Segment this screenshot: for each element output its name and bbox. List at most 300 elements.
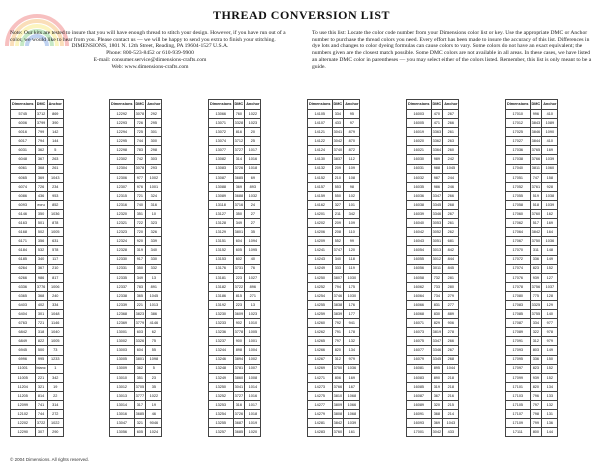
anchor-code-cell: 27 — [245, 210, 261, 219]
dimensions-code-cell: 13248 — [209, 364, 234, 373]
table-row — [110, 300, 162, 309]
dmc-code-cell: 3328 — [233, 119, 245, 128]
dimensions-code-cell: 12099 — [11, 401, 36, 410]
anchor-code-cell: 342 — [344, 210, 360, 219]
dmc-code-cell: 939 — [530, 373, 542, 382]
dmc-code-cell: 794 — [332, 282, 344, 291]
dimensions-code-cell: 14260 — [308, 319, 333, 328]
dmc-code-cell: 502 — [35, 228, 47, 237]
table-row — [506, 191, 558, 200]
anchor-code-cell: 102 — [344, 191, 360, 200]
dmc-code-cell: 223 — [233, 300, 245, 309]
anchor-code-cell: 148 — [542, 246, 558, 255]
dmc-code-cell: 3042 — [431, 428, 443, 437]
dimensions-code-cell: 6031 — [11, 146, 36, 155]
anchor-code-cell: 303 — [146, 155, 162, 164]
dimensions-code-cell: 16054 — [407, 246, 432, 255]
anchor-code-cell: 1020 — [245, 428, 261, 437]
dmc-code-cell: 920 — [134, 237, 146, 246]
table-row — [308, 128, 360, 137]
dimensions-code-cell: 16068 — [407, 310, 432, 319]
copyright-notice: © 2004 Dimensions. All rights reserved. — [10, 457, 89, 462]
anchor-code-cell: 332 — [146, 264, 162, 273]
dimensions-code-cell: 16003 — [407, 110, 432, 119]
anchor-code-cell: 150 — [542, 355, 558, 364]
table-row — [209, 391, 261, 400]
table-row — [110, 155, 162, 164]
table-row — [110, 110, 162, 119]
table-row — [209, 210, 261, 219]
table-row — [110, 282, 162, 291]
table-row — [209, 364, 261, 373]
table-row — [11, 173, 64, 182]
anchor-code-cell: 1032 — [245, 191, 261, 200]
dmc-code-cell: 501 — [35, 219, 47, 228]
table-row — [308, 300, 360, 309]
anchor-code-cell: 1022 — [146, 391, 162, 400]
dimensions-code-cell: 17087 — [506, 319, 531, 328]
table-row — [506, 110, 558, 119]
table-row — [407, 382, 459, 391]
dmc-code-cell: 3760 — [332, 428, 344, 437]
column-header: DMC — [134, 100, 146, 110]
anchor-code-cell: 1045 — [443, 164, 459, 173]
anchor-code-cell: 1023 — [245, 119, 261, 128]
company-address: DIMENSIONS, 1801 N. 12th Street, Reading, PA 19604-1527 U.S.A. — [71, 43, 229, 50]
anchor-code-cell: 20 — [245, 128, 261, 137]
table-row — [209, 119, 261, 128]
dimensions-code-cell: 16079 — [407, 355, 432, 364]
anchor-code-cell: 242 — [443, 155, 459, 164]
dimensions-code-cell: 6266 — [11, 273, 36, 282]
table-header-row — [209, 100, 261, 110]
anchor-code-cell: 1027 — [245, 273, 261, 282]
table-row — [11, 410, 64, 419]
dimensions-code-cell: 14202 — [308, 219, 333, 228]
dmc-code-cell: 365 — [134, 291, 146, 300]
table-row — [110, 382, 162, 391]
dmc-code-cell: 3766 — [530, 155, 542, 164]
dimensions-code-cell: 12338 — [110, 291, 135, 300]
anchor-code-cell: 234 — [47, 182, 63, 191]
table-row — [11, 146, 64, 155]
dimensions-code-cell: 13013 — [110, 391, 135, 400]
anchor-code-cell: 1095 — [245, 246, 261, 255]
dimensions-code-cell: 14273 — [308, 382, 333, 391]
table-row — [209, 273, 261, 282]
anchor-code-cell: 326 — [146, 228, 162, 237]
anchor-code-cell: 76 — [245, 264, 261, 273]
dimensions-code-cell: 6006 — [11, 119, 36, 128]
dimensions-code-cell: 14262 — [308, 328, 333, 337]
dimensions-code-cell: 14132 — [308, 164, 333, 173]
table-row — [407, 282, 459, 291]
dimensions-code-cell: 13014 — [110, 401, 135, 410]
dmc-code-cell: 356 — [35, 237, 47, 246]
anchor-code-cell: 1044 — [443, 364, 459, 373]
table-row — [308, 328, 360, 337]
dmc-code-cell: 318 — [35, 328, 47, 337]
dimensions-code-cell: 6086 — [11, 191, 36, 200]
dimensions-code-cell: 6996 — [11, 355, 36, 364]
dmc-code-cell: 796 — [530, 391, 542, 400]
anchor-code-cell: 117 — [47, 255, 63, 264]
dmc-code-cell: 3799 — [35, 119, 47, 128]
anchor-code-cell: 278 — [443, 328, 459, 337]
dmc-code-cell: 3781 — [233, 364, 245, 373]
anchor-code-cell: 177 — [344, 310, 360, 319]
dimensions-code-cell: 14121 — [308, 128, 333, 137]
table-row — [11, 364, 64, 373]
dimensions-code-cell: 16077 — [407, 346, 432, 355]
table-row — [308, 173, 360, 182]
dimensions-code-cell: 12324 — [110, 237, 135, 246]
dimensions-code-cell: 13082 — [209, 155, 234, 164]
anchor-code-cell: 144 — [47, 137, 63, 146]
dmc-code-cell: 517 — [530, 219, 542, 228]
dimensions-code-cell: 6146 — [11, 210, 36, 219]
dimensions-code-cell: 14254 — [308, 291, 333, 300]
anchor-code-cell: 817 — [47, 273, 63, 282]
anchor-code-cell: 1039 — [542, 155, 558, 164]
dimensions-code-cell: 14277 — [308, 401, 333, 410]
anchor-code-cell: 110 — [344, 228, 360, 237]
table-row — [209, 164, 261, 173]
anchor-code-cell: 1024 — [146, 428, 162, 437]
table-row — [209, 282, 261, 291]
dmc-code-cell: 3325 — [530, 300, 542, 309]
table-row — [11, 346, 64, 355]
dmc-code-cell: 319 — [134, 246, 146, 255]
anchor-code-cell: 979 — [344, 355, 360, 364]
dimensions-code-cell: 12315 — [110, 191, 135, 200]
dimensions-code-cell: 16040 — [407, 219, 432, 228]
anchor-code-cell: 133 — [542, 391, 558, 400]
dmc-code-cell: 3346 — [431, 346, 443, 355]
dmc-code-cell: 977 — [134, 173, 146, 182]
table-header-row — [308, 100, 360, 110]
dimensions-code-cell: 16093 — [407, 419, 432, 428]
dmc-code-cell: 741 — [35, 401, 47, 410]
dmc-code-cell: 433 — [332, 119, 344, 128]
anchor-code-cell: 134 — [542, 382, 558, 391]
anchor-code-cell: 127 — [542, 273, 558, 282]
anchor-code-cell: 112 — [344, 155, 360, 164]
anchor-code-cell: 1146 — [47, 319, 63, 328]
conversion-table-2 — [109, 99, 162, 437]
table-row — [11, 119, 64, 128]
dmc-code-cell: 895 — [431, 364, 443, 373]
dmc-code-cell: 3012 — [431, 255, 443, 264]
anchor-code-cell: 13 — [245, 300, 261, 309]
dimensions-code-cell: 16031 — [407, 164, 432, 173]
dmc-code-cell: 336 — [530, 355, 542, 364]
anchor-code-cell: 410 — [542, 110, 558, 119]
anchor-code-cell: 1039 — [344, 419, 360, 428]
dmc-code-cell: 898 — [233, 346, 245, 355]
anchor-code-cell: 271 — [245, 291, 261, 300]
dmc-code-cell: 312 — [332, 355, 344, 364]
table-row — [407, 173, 459, 182]
table-row — [407, 428, 459, 437]
anchor-code-cell: 128 — [542, 291, 558, 300]
anchor-code-cell: 1040 — [47, 328, 63, 337]
dmc-code-cell: 721 — [35, 319, 47, 328]
dmc-code-cell: 3766 — [332, 382, 344, 391]
table-row — [506, 182, 558, 191]
anchor-code-cell: 158 — [542, 173, 558, 182]
anchor-code-cell: 1016 — [245, 155, 261, 164]
table-row — [407, 200, 459, 209]
dmc-code-cell: 367 — [35, 155, 47, 164]
dmc-code-cell: 797 — [530, 401, 542, 410]
dimensions-code-cell: 17058 — [506, 200, 531, 209]
dimensions-code-cell: 14252 — [308, 282, 333, 291]
dimensions-code-cell: 6065 — [11, 173, 36, 182]
dmc-code-cell: 320 — [431, 401, 443, 410]
dmc-code-cell: 996 — [530, 110, 542, 119]
anchor-code-cell: 979 — [542, 337, 558, 346]
dmc-code-cell: 792 — [332, 319, 344, 328]
table-row — [407, 364, 459, 373]
anchor-code-cell: 277 — [443, 300, 459, 309]
dimensions-code-cell: 17109 — [506, 419, 531, 428]
anchor-code-cell: 272 — [47, 410, 63, 419]
table-row — [407, 391, 459, 400]
anchor-code-cell: 1002 — [146, 173, 162, 182]
table-row — [209, 182, 261, 191]
dmc-code-cell: 307 — [35, 428, 47, 437]
dimensions-code-cell: 14122 — [308, 137, 333, 146]
dimensions-code-cell: 17060 — [506, 210, 531, 219]
dmc-code-cell: 223 — [233, 273, 245, 282]
table-row — [209, 300, 261, 309]
dmc-code-cell: 314 — [233, 155, 245, 164]
anchor-code-cell: 870 — [344, 137, 360, 146]
table-row — [110, 255, 162, 264]
dimensions-code-cell: 14283 — [308, 428, 333, 437]
dimensions-code-cell: 12339 — [110, 300, 135, 309]
dmc-code-cell: 829 — [431, 319, 443, 328]
anchor-code-cell: 131 — [542, 410, 558, 419]
anchor-code-cell: 152 — [542, 373, 558, 382]
table-row — [110, 419, 162, 428]
table-row — [407, 191, 459, 200]
anchor-code-cell: 1098 — [146, 355, 162, 364]
table-row — [110, 273, 162, 282]
anchor-code-cell: 108 — [344, 173, 360, 182]
dimensions-code-cell: 14281 — [308, 419, 333, 428]
dmc-code-cell: 3838 — [332, 300, 344, 309]
dmc-code-cell: 722 — [134, 219, 146, 228]
table-row — [506, 146, 558, 155]
anchor-code-cell: 889 — [443, 310, 459, 319]
dmc-code-cell: 3347 — [431, 337, 443, 346]
dmc-code-cell: 734 — [431, 291, 443, 300]
table-row — [110, 291, 162, 300]
anchor-code-cell: 852 — [47, 200, 63, 209]
page-title: THREAD CONVERSION LIST — [212, 8, 391, 22]
anchor-code-cell: 267 — [443, 210, 459, 219]
dmc-code-cell: 210 — [332, 173, 344, 182]
anchor-code-cell: 69 — [245, 173, 261, 182]
dimensions-code-cell: 17070 — [506, 246, 531, 255]
table-row — [308, 164, 360, 173]
dmc-code-cell: 820 — [530, 382, 542, 391]
dimensions-code-cell: 13236 — [209, 328, 234, 337]
dimensions-code-cell: 12307 — [110, 182, 135, 191]
anchor-code-cell: 266 — [443, 191, 459, 200]
table-row — [11, 137, 64, 146]
dimensions-code-cell: 12294 — [110, 128, 135, 137]
anchor-code-cell: 1018 — [245, 164, 261, 173]
dimensions-code-cell: 6336 — [11, 282, 36, 291]
table-row — [407, 346, 459, 355]
table-row — [407, 210, 459, 219]
dimensions-code-cell: 13002 — [110, 337, 135, 346]
dimensions-code-cell: 14279 — [308, 410, 333, 419]
anchor-code-cell: 1005 — [47, 337, 63, 346]
table-row — [11, 110, 64, 119]
dimensions-code-cell: 17038 — [506, 155, 531, 164]
dimensions-code-cell: 11204 — [11, 382, 36, 391]
table-row — [11, 328, 64, 337]
dimensions-code-cell: 12335 — [110, 273, 135, 282]
anchor-code-cell: 879 — [344, 128, 360, 137]
dimensions-code-cell: 13253 — [209, 401, 234, 410]
table-row — [110, 364, 162, 373]
table-header-row — [110, 100, 162, 110]
dimensions-code-cell: 14259 — [308, 310, 333, 319]
dimensions-code-cell: 6945 — [11, 346, 36, 355]
anchor-code-cell: 1002 — [245, 355, 261, 364]
anchor-code-cell: 19 — [146, 401, 162, 410]
dimensions-code-cell: 16083 — [407, 373, 432, 382]
table-row — [110, 237, 162, 246]
dmc-code-cell: 733 — [431, 282, 443, 291]
dimensions-code-cell: 17076 — [506, 273, 531, 282]
conversion-table-3 — [208, 99, 261, 437]
dmc-code-cell: 822 — [35, 337, 47, 346]
company-phone: Phone: 800-523-8452 or 610-939-9900 — [106, 50, 194, 57]
dmc-code-cell: 3839 — [332, 310, 344, 319]
column-header: Anchor — [245, 100, 261, 110]
dimensions-code-cell: 13012 — [110, 382, 135, 391]
table-row — [506, 155, 558, 164]
anchor-code-cell: 129 — [542, 300, 558, 309]
anchor-code-cell: 27 — [245, 219, 261, 228]
dmc-code-cell: 3727 — [233, 146, 245, 155]
column-header: Dimensions — [11, 100, 36, 110]
table-row — [506, 210, 558, 219]
dmc-code-cell: 3843 — [530, 119, 542, 128]
dmc-code-cell: 3809 — [332, 401, 344, 410]
dimensions-code-cell: 17105 — [506, 401, 531, 410]
dimensions-code-cell: 13255 — [209, 419, 234, 428]
dmc-code-cell: 797 — [332, 337, 344, 346]
anchor-code-cell: 1004 — [245, 346, 261, 355]
dimensions-code-cell: 16019 — [407, 128, 432, 137]
table-row — [506, 428, 558, 437]
column-header: Dimensions — [506, 100, 531, 110]
dmc-code-cell: 3712 — [233, 137, 245, 146]
table-row — [506, 228, 558, 237]
anchor-code-cell: 262 — [443, 228, 459, 237]
table-row — [110, 128, 162, 137]
dmc-code-cell: 740 — [134, 200, 146, 209]
dmc-code-cell: 744 — [35, 410, 47, 419]
table-row — [11, 282, 64, 291]
table-row — [11, 246, 64, 255]
dmc-code-cell: 3326 — [134, 337, 146, 346]
table-row — [209, 128, 261, 137]
anchor-code-cell: 410 — [542, 137, 558, 146]
dmc-code-cell: 900 — [233, 337, 245, 346]
dmc-code-cell: 311 — [530, 246, 542, 255]
anchor-code-cell: 279 — [443, 291, 459, 300]
table-row — [308, 410, 360, 419]
table-row — [407, 401, 459, 410]
dimensions-code-cell: 13077 — [209, 146, 234, 155]
anchor-code-cell: 893 — [245, 182, 261, 191]
dmc-code-cell: 3013 — [431, 246, 443, 255]
dmc-code-cell: 720 — [134, 228, 146, 237]
dimensions-code-cell: 17099 — [506, 373, 531, 382]
dmc-code-cell: 3716 — [233, 200, 245, 209]
dimensions-code-cell: 12337 — [110, 282, 135, 291]
dimensions-code-cell: 11001 — [11, 364, 36, 373]
table-row — [308, 191, 360, 200]
dimensions-code-cell: 12302 — [110, 155, 135, 164]
dmc-code-cell: 3846 — [530, 128, 542, 137]
dmc-code-cell: 830 — [431, 310, 443, 319]
dimensions-code-cell: 16020 — [407, 137, 432, 146]
anchor-code-cell: 1022 — [47, 419, 63, 428]
table-row — [308, 264, 360, 273]
table-row — [407, 119, 459, 128]
anchor-code-cell: 164 — [542, 228, 558, 237]
dimensions-code-cell: 17101 — [506, 382, 531, 391]
dmc-code-cell: 351 — [134, 210, 146, 219]
table-row — [308, 319, 360, 328]
anchor-code-cell: 98 — [344, 182, 360, 191]
table-row — [506, 164, 558, 173]
anchor-code-cell: 152 — [542, 364, 558, 373]
dmc-code-cell: 3747 — [332, 246, 344, 255]
dmc-code-cell: 209 — [332, 164, 344, 173]
table-row — [506, 219, 558, 228]
table-row — [506, 382, 558, 391]
dimensions-code-cell: 5745 — [11, 110, 36, 119]
dmc-code-cell: 368 — [35, 164, 47, 173]
anchor-code-cell: 1043 — [443, 419, 459, 428]
dimensions-code-cell: 6185 — [11, 255, 36, 264]
dmc-code-cell: 986 — [431, 182, 443, 191]
table-row — [308, 382, 360, 391]
dmc-code-cell: 3808 — [332, 410, 344, 419]
dimensions-code-cell: 13176 — [209, 264, 234, 273]
anchor-code-cell: 75 — [146, 337, 162, 346]
dimensions-code-cell: 12295 — [110, 137, 135, 146]
table-row — [407, 264, 459, 273]
dimensions-code-cell: 6365 — [11, 291, 36, 300]
table-row — [209, 110, 261, 119]
dimensions-code-cell: 17036 — [506, 146, 531, 155]
dimensions-code-cell: 14271 — [308, 373, 333, 382]
table-row — [11, 319, 64, 328]
dmc-code-cell: 322 — [530, 328, 542, 337]
table-row — [308, 282, 360, 291]
